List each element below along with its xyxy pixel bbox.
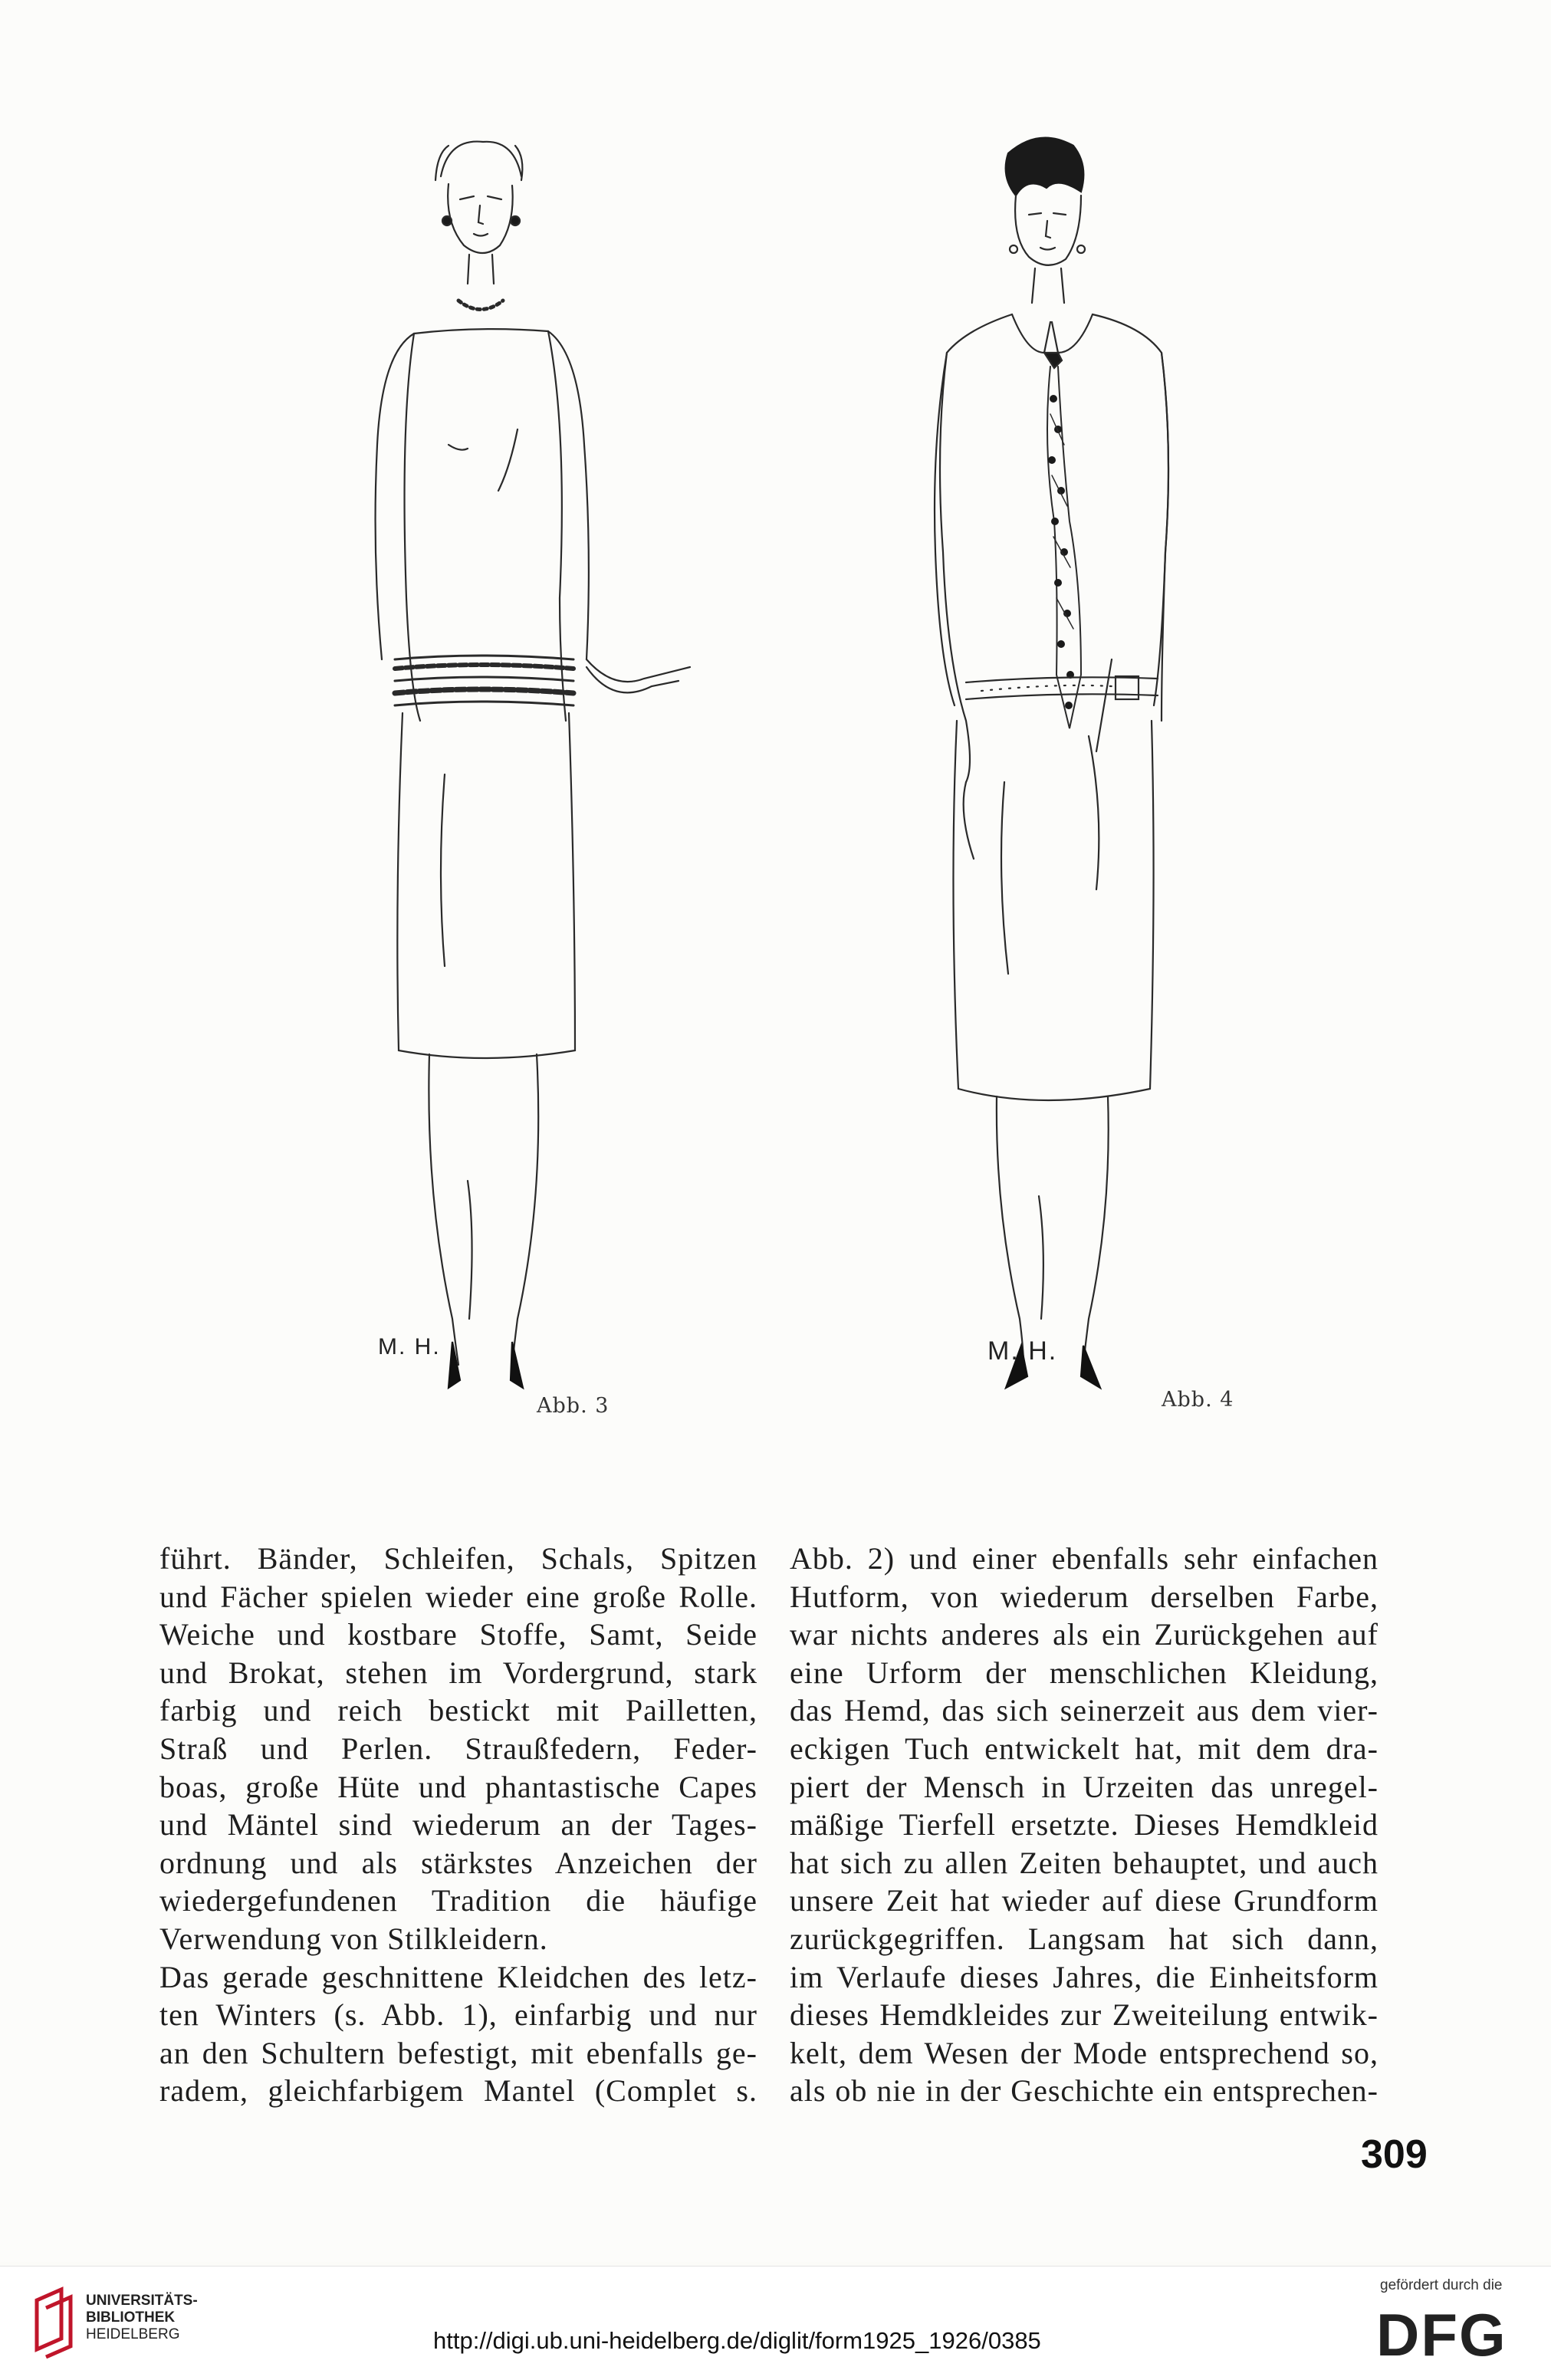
library-name-line1: UNIVERSITÄTS- — [86, 2293, 198, 2309]
dfg-logo: DFG — [1376, 2301, 1507, 2368]
library-name-line2: BIBLIOTHEK — [86, 2309, 176, 2326]
text-line: Straß und Perlen. Straußfedern, Feder- — [159, 1731, 757, 1766]
fashion-illustration — [291, 123, 1303, 1441]
text-line: Das gerade geschnittene Kleidchen des letz- — [159, 1959, 757, 1994]
text-line: dieses Hemdkleides zur Zweiteilung entwik- — [790, 1997, 1378, 2033]
figure-right-drawing — [935, 138, 1168, 1388]
text-line: hat sich zu allen Zeiten behauptet, und auch — [790, 1845, 1378, 1880]
text-line: piert der Mensch in Urzeiten das unregel- — [790, 1769, 1378, 1804]
text-line: Weiche und kostbare Stoffe, Samt, Seide — [159, 1617, 757, 1652]
footer-bar — [0, 2266, 1551, 2380]
text-line: radem, gleichfarbigem Mantel (Complet s. — [159, 2073, 757, 2109]
text-line: Hutform, von wiederum derselben Farbe, — [790, 1579, 1378, 1614]
caption-abb-3: Abb. 3 — [537, 1394, 610, 1418]
text-line: und Fächer spielen wieder eine große Rolle. — [159, 1579, 757, 1614]
text-line: zurückgegriffen. Langsam hat sich dann, — [790, 1921, 1378, 1956]
text-line: als ob nie in der Geschichte ein entsprechen- — [790, 2073, 1378, 2109]
library-name — [86, 2293, 198, 2343]
text-line: führt. Bänder, Schleifen, Schals, Spitzen — [159, 1541, 757, 1576]
text-line: Verwendung von Stilkleidern. — [159, 1921, 548, 1956]
text-line: das Hemd, das sich seinerzeit aus dem vier- — [790, 1693, 1378, 1728]
text-line: mäßige Tierfell ersetzte. Dieses Hemdkleid — [790, 1807, 1378, 1843]
text-line: farbig und reich bestickt mit Pailletten, — [159, 1693, 757, 1728]
text-line: eine Urform der menschlichen Kleidung, — [790, 1655, 1378, 1690]
text-line: war nichts anderes als ein Zurückgehen auf — [790, 1617, 1378, 1652]
text-line: wiedergefundenen Tradition die häufige — [159, 1883, 757, 1918]
page-number: 309 — [1361, 2132, 1428, 2177]
text-line: Abb. 2) und einer ebenfalls sehr einfachen — [790, 1541, 1378, 1576]
text-line: an den Schultern befestigt, mit ebenfalls ge- — [159, 2035, 757, 2070]
text-line: unsere Zeit hat wieder auf diese Grundform — [790, 1883, 1378, 1918]
text-line: ordnung und als stärkstes Anzeichen der — [159, 1845, 757, 1880]
text-line: und Mäntel sind wiederum an der Tages- — [159, 1807, 757, 1843]
library-name-line3: HEIDELBERG — [86, 2326, 180, 2342]
university-library-logo-icon — [31, 2285, 80, 2359]
funding-label: gefördert durch die — [1380, 2277, 1503, 2293]
monogram-right: M. H. — [987, 1336, 1058, 1366]
text-column-right — [790, 1540, 1378, 2110]
text-line: ten Winters (s. Abb. 1), einfarbig und nur — [159, 1997, 757, 2033]
text-column-left — [159, 1540, 757, 2110]
text-line: im Verlaufe dieses Jahres, die Einheitsform — [790, 1959, 1378, 1994]
figure-left-drawing — [376, 142, 690, 1388]
source-url-link[interactable]: http://digi.ub.uni-heidelberg.de/diglit/form1925_1926/0385 — [433, 2327, 1041, 2354]
monogram-left: M. H. — [378, 1334, 441, 1359]
text-line: und Brokat, stehen im Vordergrund, stark — [159, 1655, 757, 1690]
text-line: eckigen Tuch entwickelt hat, mit dem dra- — [790, 1731, 1378, 1766]
text-line: boas, große Hüte und phantastische Capes — [159, 1769, 757, 1804]
caption-abb-4: Abb. 4 — [1162, 1388, 1234, 1412]
text-line: kelt, dem Wesen der Mode entsprechend so, — [790, 2035, 1378, 2070]
